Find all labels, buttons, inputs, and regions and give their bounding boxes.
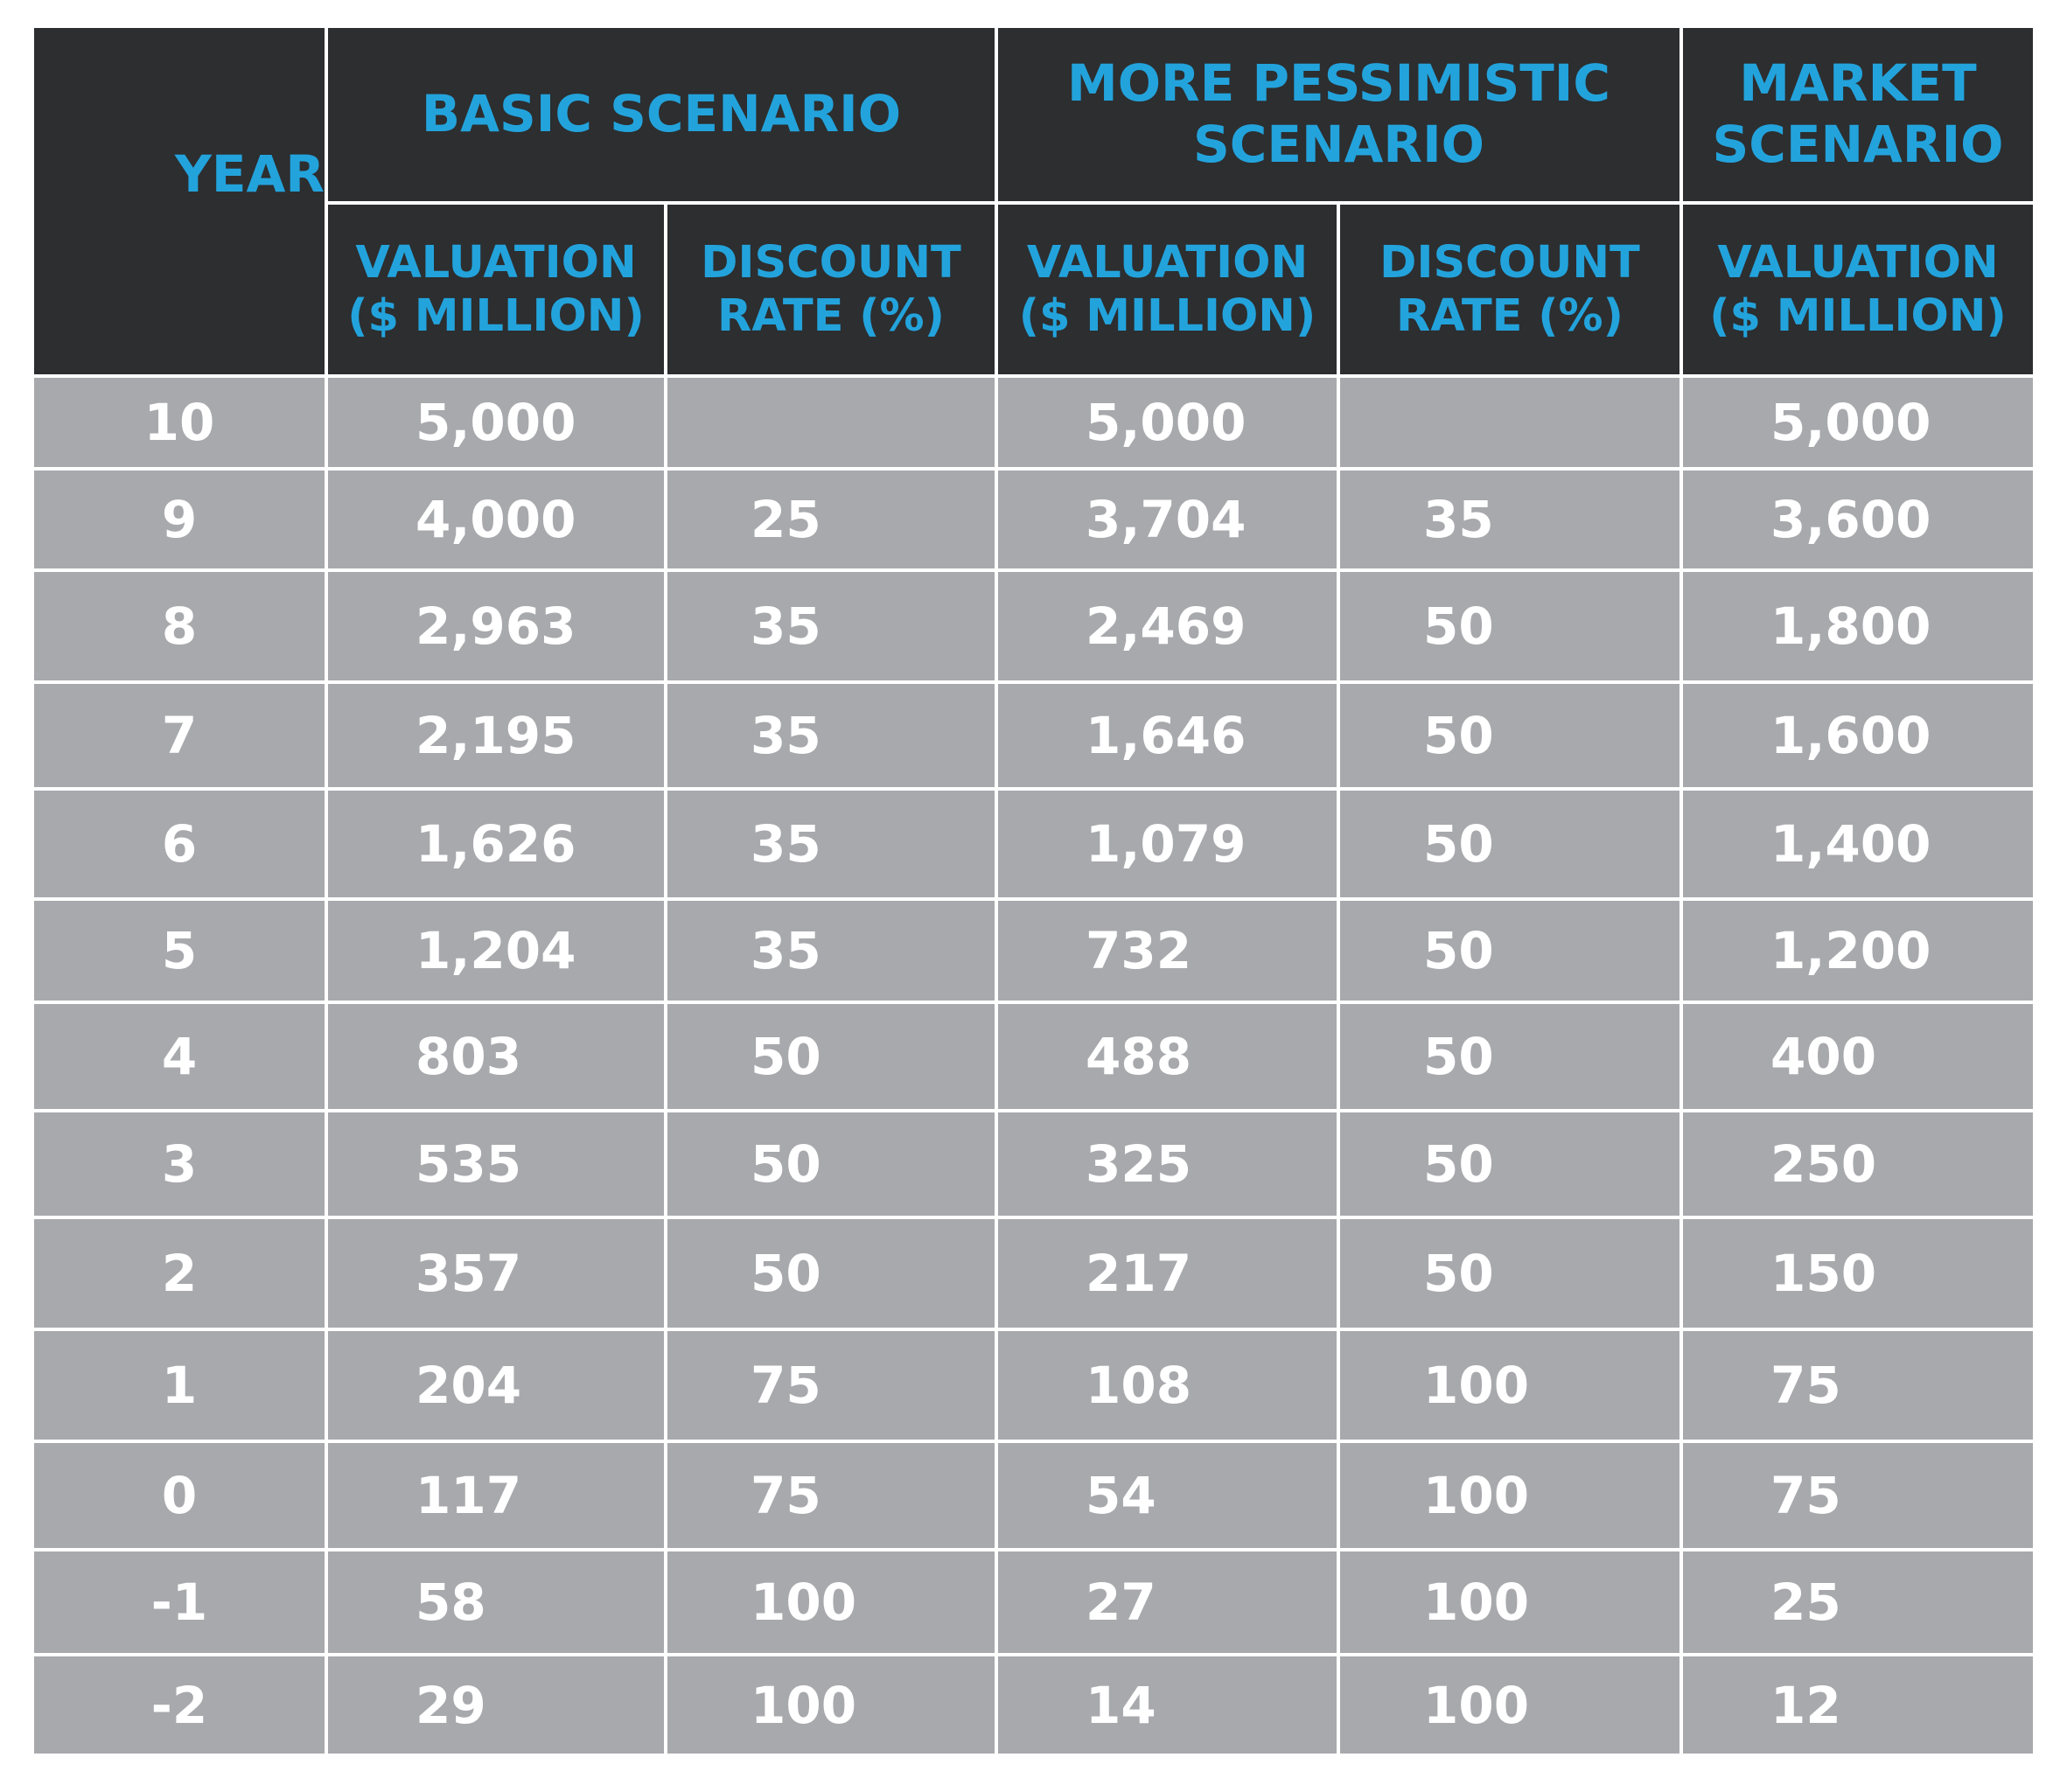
year-cell: 6 [34,791,325,897]
table-cell: 217 [998,1219,1337,1328]
table-cell: 35 [667,684,995,787]
table-cell: 108 [998,1331,1337,1440]
table-cell: 100 [1340,1331,1679,1440]
table-cell: 250 [1683,1112,2033,1216]
table-cell: 3,704 [998,471,1337,568]
group-header: MARKET SCENARIO [1683,28,2033,201]
table-cell: 50 [667,1004,995,1109]
table-cell: 535 [328,1112,664,1216]
table-cell: 3,600 [1683,471,2033,568]
table-cell: 25 [1683,1551,2033,1653]
table-cell: 488 [998,1004,1337,1109]
table-cell: 100 [667,1551,995,1653]
table-cell: 75 [1683,1331,2033,1440]
table-cell: 1,204 [328,901,664,1001]
table-cell: 50 [1340,901,1679,1001]
table-cell: 1,600 [1683,684,2033,787]
table-cell: 50 [667,1112,995,1216]
table-cell: 12 [1683,1656,2033,1754]
year-cell: 7 [34,684,325,787]
year-cell: 1 [34,1331,325,1440]
table-cell: 400 [1683,1004,2033,1109]
column-header: VALUATION ($ MILLION) [328,205,664,374]
table-cell: 325 [998,1112,1337,1216]
table-cell: 100 [1340,1443,1679,1548]
table-cell: 204 [328,1331,664,1440]
table-cell: 5,000 [328,378,664,467]
table-cell: 2,963 [328,572,664,680]
table-cell: 50 [1340,684,1679,787]
year-cell: -2 [34,1656,325,1754]
column-header: VALUATION ($ MILLION) [1683,205,2033,374]
group-header: MORE PESSIMISTIC SCENARIO [998,28,1679,201]
column-header: DISCOUNT RATE (%) [1340,205,1679,374]
table-cell: 1,800 [1683,572,2033,680]
year-cell: 10 [34,378,325,467]
year-cell: 9 [34,471,325,568]
table-cell [1340,378,1679,467]
table-cell: 50 [1340,1112,1679,1216]
table-cell: 117 [328,1443,664,1548]
table-cell: 35 [667,791,995,897]
year-cell: 2 [34,1219,325,1328]
table-cell: 29 [328,1656,664,1754]
table-cell: 803 [328,1004,664,1109]
table-cell: 4,000 [328,471,664,568]
table-cell: 75 [667,1443,995,1548]
table-cell: 58 [328,1551,664,1653]
column-header: YEAR [34,28,325,374]
table-cell: 75 [667,1331,995,1440]
table-cell: 1,200 [1683,901,2033,1001]
table-cell: 50 [1340,1004,1679,1109]
year-cell: 0 [34,1443,325,1548]
table-cell: 50 [1340,572,1679,680]
year-cell: -1 [34,1551,325,1653]
table-cell: 1,400 [1683,791,2033,897]
table-cell: 2,195 [328,684,664,787]
table-cell: 35 [667,901,995,1001]
table-cell: 100 [667,1656,995,1754]
year-cell: 5 [34,901,325,1001]
table-cell: 2,469 [998,572,1337,680]
valuation-table [34,28,2033,1754]
table-cell: 35 [667,572,995,680]
table-cell: 100 [1340,1551,1679,1653]
table-cell: 732 [998,901,1337,1001]
column-header: VALUATION ($ MILLION) [998,205,1337,374]
table-cell: 50 [1340,791,1679,897]
table-cell: 14 [998,1656,1337,1754]
group-header: BASIC SCENARIO [328,28,995,201]
table-cell: 1,646 [998,684,1337,787]
table-cell: 100 [1340,1656,1679,1754]
table-cell: 54 [998,1443,1337,1548]
year-cell: 4 [34,1004,325,1109]
table-cell: 5,000 [998,378,1337,467]
table-cell: 50 [1340,1219,1679,1328]
table-cell: 5,000 [1683,378,2033,467]
table-cell: 50 [667,1219,995,1328]
table-cell: 27 [998,1551,1337,1653]
table-cell: 35 [1340,471,1679,568]
table-cell: 1,079 [998,791,1337,897]
table-cell [667,378,995,467]
table-cell: 1,626 [328,791,664,897]
table-cell: 25 [667,471,995,568]
table-cell: 357 [328,1219,664,1328]
column-header: DISCOUNT RATE (%) [667,205,995,374]
table-cell: 75 [1683,1443,2033,1548]
year-cell: 8 [34,572,325,680]
year-cell: 3 [34,1112,325,1216]
table-cell: 150 [1683,1219,2033,1328]
